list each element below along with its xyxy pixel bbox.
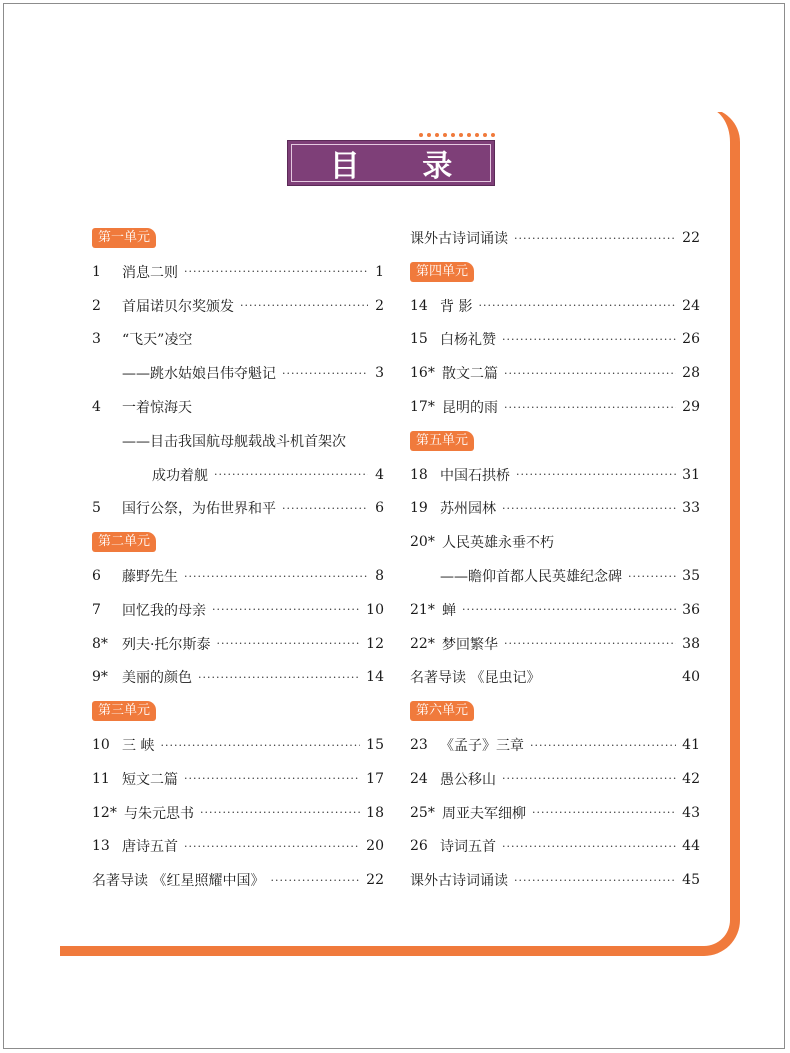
toc-entry [92, 260, 384, 284]
dot-leader [184, 265, 368, 278]
entry-title: 白杨礼赞 [440, 332, 496, 349]
page-number: 45 [682, 872, 700, 889]
unit-heading [92, 530, 384, 554]
entry-number: 14 [410, 297, 428, 314]
unit-label: 第六单元 [410, 701, 474, 721]
page-number: 22 [682, 230, 700, 246]
dot-leader [478, 299, 676, 312]
toc-entry [92, 429, 384, 453]
entry-number: 11 [92, 770, 110, 787]
entry-title: 课外古诗词诵读 [410, 231, 508, 247]
page-number: 33 [682, 500, 700, 517]
entry-title: 首届诺贝尔奖颁发 [122, 298, 234, 315]
toc-entry [92, 834, 384, 858]
page-number: 3 [375, 365, 384, 382]
page-number: 15 [366, 737, 384, 753]
dot-leader [198, 671, 360, 684]
entry-number: 16* [410, 365, 435, 382]
page-number: 17 [366, 770, 384, 787]
entry-number: 5 [92, 500, 101, 517]
entry-title: 课外古诗词诵读 [410, 873, 508, 890]
toc-entry [92, 395, 384, 419]
toc-entry [92, 665, 384, 689]
page-number: 31 [682, 466, 700, 483]
unit-label: 第三单元 [92, 701, 156, 721]
entry-title: 消息二则 [122, 264, 178, 281]
entry-number: 18 [410, 466, 428, 483]
dot-leader [504, 637, 676, 650]
toc-entry [410, 598, 700, 622]
entry-title: ——跳水姑娘吕伟夺魁记 [122, 366, 276, 383]
page-number: 20 [366, 838, 384, 855]
toc-entry [410, 733, 700, 757]
toc-entry [92, 767, 384, 791]
entry-title: 愚公移山 [440, 771, 496, 788]
page-number: 22 [366, 872, 384, 889]
entry-title: 名著导读 《昆虫记》 [410, 670, 541, 687]
dot-leader [214, 468, 368, 481]
dot-leader [270, 874, 360, 887]
unit-heading [410, 429, 700, 453]
entry-title: 《孟子》三章 [440, 738, 524, 754]
dot-leader [462, 603, 676, 616]
page-number: 42 [682, 770, 700, 787]
entry-title: ——瞻仰首都人民英雄纪念碑 [440, 569, 622, 585]
toc-entry [410, 665, 700, 689]
toc-entry [92, 294, 384, 318]
toc-entry [92, 361, 384, 385]
entry-title: 国行公祭，为佑世界和平 [122, 501, 276, 518]
dot-leader [282, 502, 368, 515]
toc-entry [92, 801, 384, 825]
unit-heading [92, 226, 384, 250]
entry-title: 诗词五首 [440, 839, 496, 856]
dot-leader [502, 333, 676, 346]
toc-entry [92, 564, 384, 588]
page-number: 35 [682, 568, 700, 584]
toc-entry [92, 463, 384, 487]
toc-entry [92, 868, 384, 892]
toc-entry [410, 463, 700, 487]
entry-number: 17* [410, 399, 435, 415]
toc-entry [410, 327, 700, 351]
entry-title: 散文二篇 [442, 366, 498, 383]
entry-number: 25* [410, 804, 435, 821]
entry-title: 苏州园林 [440, 501, 496, 518]
dot-leader [200, 806, 360, 819]
entry-title: 梦回繁华 [442, 636, 498, 653]
toc-entry [410, 801, 700, 825]
entry-number: 10 [92, 737, 110, 753]
entry-title: 成功着舰 [152, 467, 208, 484]
toc-entry [410, 361, 700, 385]
decorative-dots [419, 133, 495, 137]
toc-entry [92, 733, 384, 757]
entry-number: 24 [410, 770, 428, 787]
page-number: 1 [375, 263, 384, 280]
page-number: 41 [682, 737, 700, 753]
entry-number: 13 [92, 838, 110, 855]
page-number: 2 [375, 297, 384, 314]
page-number: 36 [682, 601, 700, 618]
dot-leader [514, 874, 676, 887]
entry-title: 列夫·托尔斯泰 [122, 636, 211, 653]
entry-title: 名著导读 《红星照耀中国》 [92, 873, 265, 890]
entry-number: 3 [92, 331, 101, 348]
entry-title: 唐诗五首 [122, 839, 178, 856]
dot-leader [504, 401, 676, 414]
dot-leader [184, 840, 360, 853]
dot-leader [628, 570, 676, 583]
toc-title-box [287, 140, 495, 186]
entry-number: 23 [410, 737, 428, 753]
page-number: 14 [366, 669, 384, 686]
entry-number: 9* [92, 669, 108, 686]
entry-number: 4 [92, 399, 101, 415]
entry-title: 昆明的雨 [442, 400, 498, 416]
page-number: 43 [682, 804, 700, 821]
entry-title: 藤野先生 [122, 569, 178, 585]
dot-leader [532, 806, 676, 819]
dot-leader [160, 739, 360, 752]
unit-label: 第一单元 [92, 228, 156, 248]
unit-heading [92, 699, 384, 723]
dot-leader [516, 468, 676, 481]
entry-title: 背 影 [440, 298, 473, 315]
entry-title: 三 峡 [122, 738, 155, 754]
toc-entry [410, 632, 700, 656]
dot-leader [282, 367, 368, 380]
toc-header [287, 133, 499, 187]
page-number: 26 [682, 331, 700, 348]
toc-entry [410, 868, 700, 892]
page-number: 24 [682, 297, 700, 314]
entry-title: 短文二篇 [122, 771, 178, 788]
entry-title: 蝉 [442, 602, 456, 619]
page-number: 29 [682, 399, 700, 415]
entry-title: 美丽的颜色 [122, 670, 192, 687]
dot-leader [502, 502, 676, 515]
dot-leader [504, 367, 676, 380]
page-number: 28 [682, 365, 700, 382]
toc-entry [92, 496, 384, 520]
dot-leader [216, 637, 360, 650]
dot-leader [212, 603, 360, 616]
entry-number: 7 [92, 601, 101, 618]
entry-title: “飞天”凌空 [122, 332, 193, 349]
entry-title: 与朱元思书 [124, 805, 194, 822]
entry-title: ——目击我国航母舰载战斗机首架次 [122, 433, 346, 450]
page-number: 38 [682, 635, 700, 652]
toc-entry [92, 598, 384, 622]
entry-number: 1 [92, 263, 101, 280]
toc-entry [410, 767, 700, 791]
dot-leader [184, 772, 360, 785]
entry-number: 8* [92, 635, 108, 652]
page-number: 18 [366, 804, 384, 821]
toc-entry [92, 632, 384, 656]
toc-entry [410, 564, 700, 588]
toc-entry [92, 327, 384, 351]
entry-title: 周亚夫军细柳 [442, 805, 526, 822]
entry-title: 回忆我的母亲 [122, 602, 206, 619]
toc-entry [410, 226, 700, 250]
entry-number: 21* [410, 601, 435, 618]
toc-entry [410, 294, 700, 318]
page-number: 44 [682, 838, 700, 855]
entry-number: 19 [410, 500, 428, 517]
unit-heading [410, 260, 700, 284]
entry-number: 22* [410, 635, 435, 652]
toc-entry [410, 395, 700, 419]
toc-title: 目 录 [329, 149, 479, 184]
dot-leader [184, 570, 368, 583]
entry-title: 人民英雄永垂不朽 [442, 535, 554, 552]
toc-entry [410, 834, 700, 858]
unit-heading [410, 699, 700, 723]
dot-leader [240, 299, 368, 312]
page-number: 8 [375, 568, 384, 584]
page-number: 12 [366, 635, 384, 652]
entry-number: 15 [410, 331, 428, 348]
unit-label: 第五单元 [410, 431, 474, 451]
dot-leader [514, 232, 676, 245]
entry-number: 12* [92, 804, 117, 821]
entry-number: 6 [92, 568, 101, 584]
dot-leader [502, 772, 676, 785]
entry-number: 2 [92, 297, 101, 314]
page-number: 4 [375, 466, 384, 483]
toc-entry [410, 496, 700, 520]
page-number: 6 [375, 500, 384, 517]
entry-number: 26 [410, 838, 428, 855]
unit-label: 第四单元 [410, 262, 474, 282]
page-number: 40 [682, 669, 700, 686]
unit-label: 第二单元 [92, 532, 156, 552]
dot-leader [530, 739, 676, 752]
dot-leader [502, 840, 676, 853]
toc-entry [410, 530, 700, 554]
entry-number: 20* [410, 534, 435, 551]
entry-title: 一着惊海天 [122, 400, 192, 416]
entry-title: 中国石拱桥 [440, 467, 510, 484]
page-number: 10 [366, 601, 384, 618]
